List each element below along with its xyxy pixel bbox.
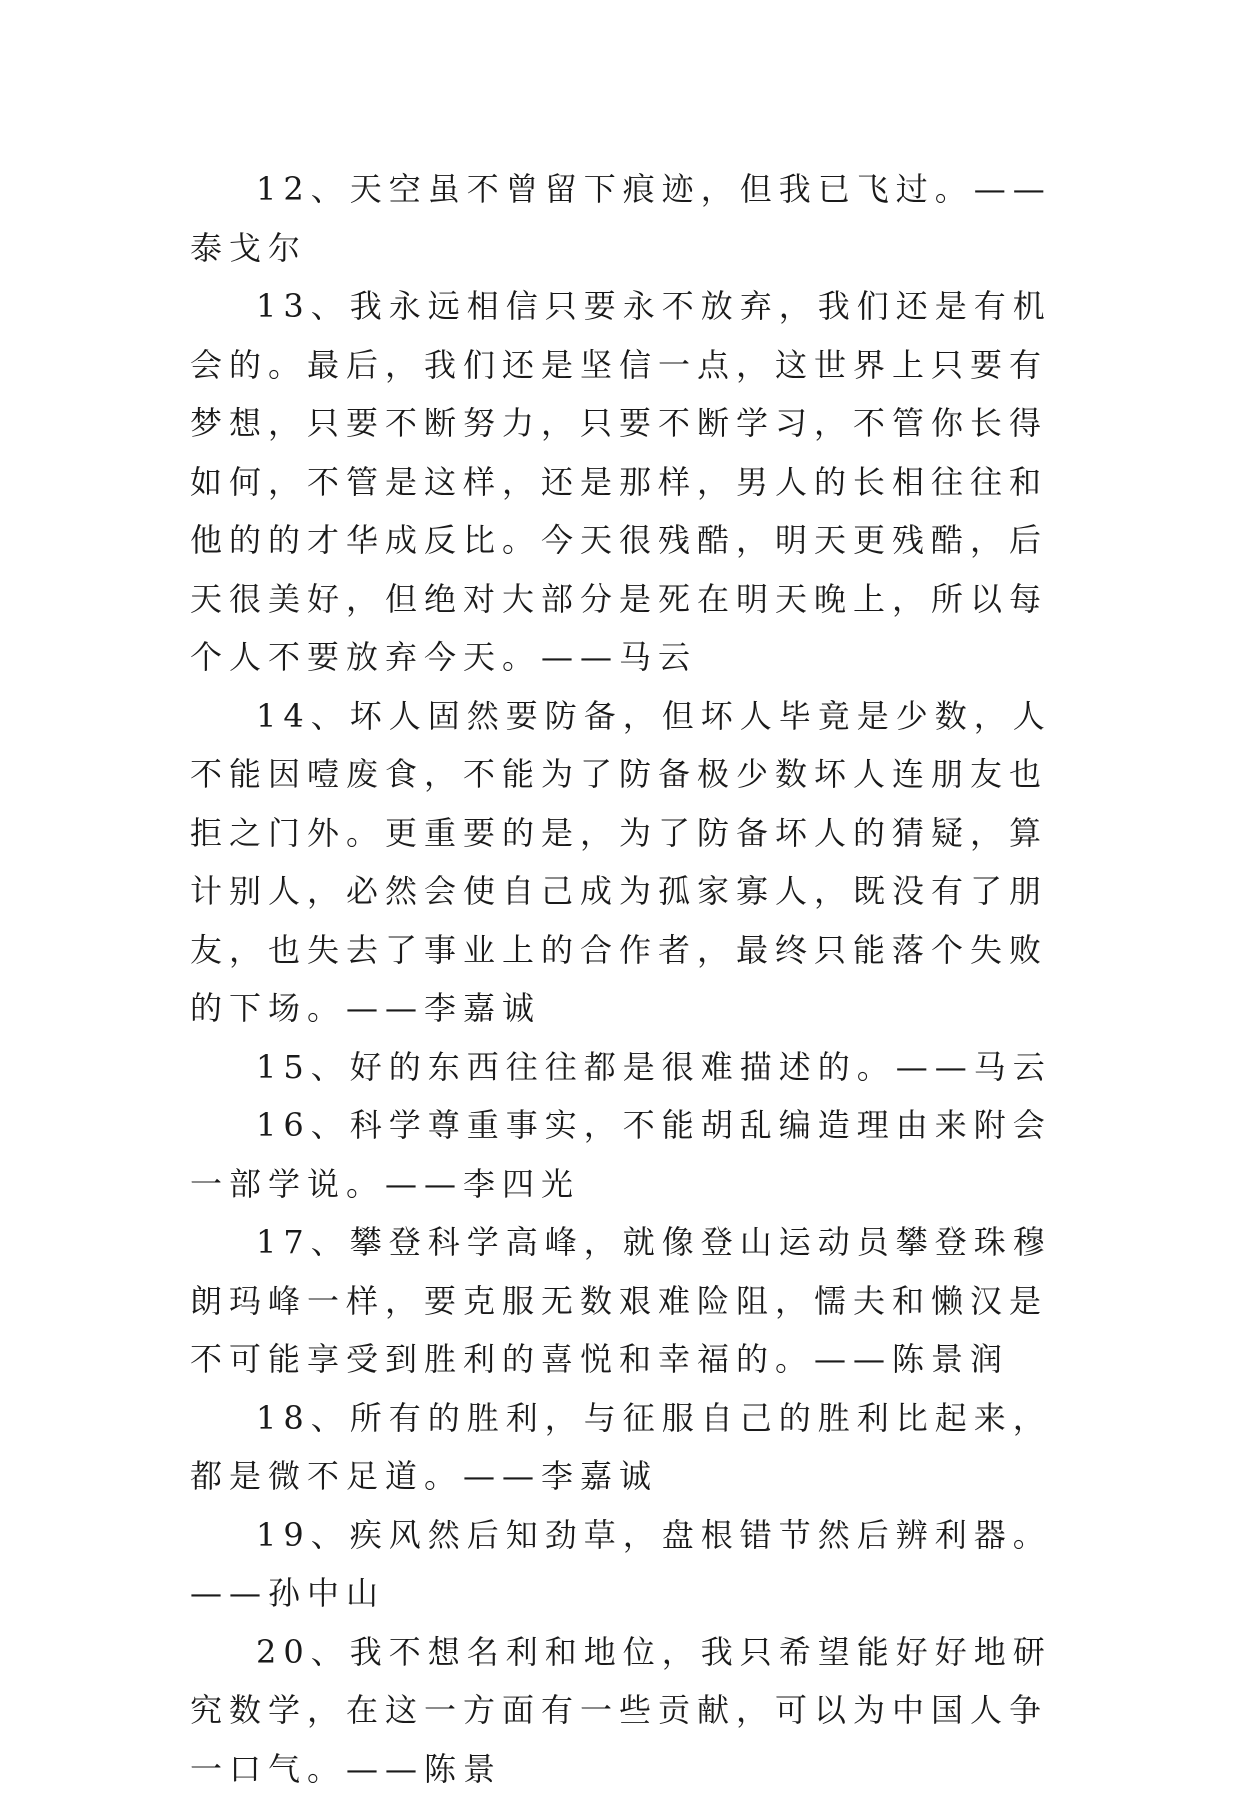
quote-paragraph-12: 12、天空虽不曾留下痕迹，但我已飞过。——泰戈尔: [190, 160, 1060, 277]
quote-paragraph-14: 14、坏人固然要防备，但坏人毕竟是少数，人不能因噎废食，不能为了防备极少数坏人连朋友也拒之门外。更重要的是，为了防备坏人的猜疑，算计别人，必然会使自己成为孤家寡人，既没有了朋友，也失去了事业上的合作者，最终只能落个失败的下场。——李嘉诚: [190, 687, 1060, 1038]
quote-paragraph-17: 17、攀登科学高峰，就像登山运动员攀登珠穆朗玛峰一样，要克服无数艰难险阻，懦夫和懒汉是不可能享受到胜利的喜悦和幸福的。——陈景润: [190, 1213, 1060, 1389]
quote-paragraph-18: 18、所有的胜利，与征服自己的胜利比起来，都是微不足道。——李嘉诚: [190, 1389, 1060, 1506]
document-page: [190, 160, 1060, 1798]
quote-paragraph-15: 15、好的东西往往都是很难描述的。——马云: [190, 1038, 1060, 1097]
quote-paragraph-19: 19、疾风然后知劲草，盘根错节然后辨利器。——孙中山: [190, 1506, 1060, 1623]
quote-paragraph-16: 16、科学尊重事实，不能胡乱编造理由来附会一部学说。——李四光: [190, 1096, 1060, 1213]
quote-paragraph-20: 20、我不想名利和地位，我只希望能好好地研究数学，在这一方面有一些贡献，可以为中国人争一口气。——陈景: [190, 1623, 1060, 1798]
quote-paragraph-13: 13、我永远相信只要永不放弃，我们还是有机会的。最后，我们还是坚信一点，这世界上只要有梦想，只要不断努力，只要不断学习，不管你长得如何，不管是这样，还是那样，男人的长相往往和他的的才华成反比。今天很残酷，明天更残酷，后天很美好，但绝对大部分是死在明天晚上，所以每个人不要放弃今天。——马云: [190, 277, 1060, 687]
